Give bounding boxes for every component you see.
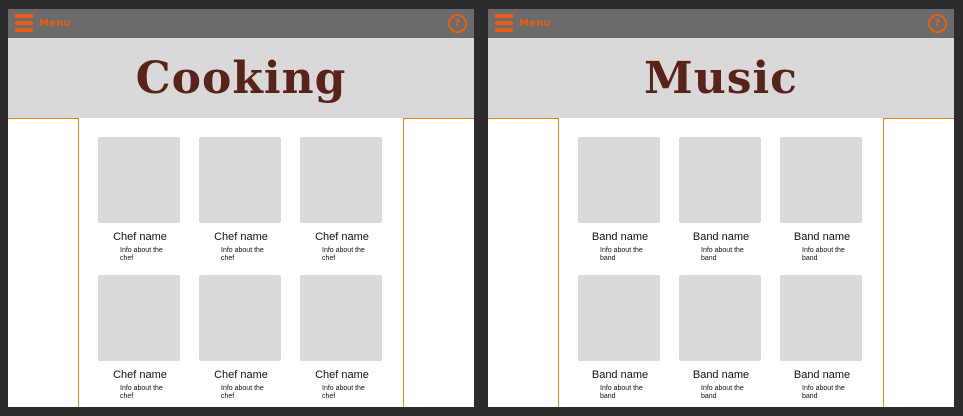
card-name: Chef name: [214, 369, 268, 381]
card-name: Band name: [793, 369, 851, 381]
photo-placeholder: [679, 137, 761, 223]
photo-placeholder: [780, 275, 862, 361]
card-info: Info about the chef: [322, 385, 365, 400]
right-sidebar: [883, 118, 954, 407]
card-name: Band name: [692, 231, 750, 243]
top-bar: [488, 9, 954, 38]
left-sidebar: [488, 118, 559, 407]
card-info: Info about the band: [701, 247, 744, 262]
photo-placeholder: [300, 137, 382, 223]
left-sidebar: [8, 118, 79, 407]
card-info: Info about the chef: [120, 247, 163, 262]
card-name: Chef name: [113, 231, 167, 243]
title-banner: [8, 38, 474, 118]
band-card[interactable]: [679, 275, 763, 401]
card-name: Band name: [591, 369, 649, 381]
card-info: Info about the chef: [221, 247, 264, 262]
photo-placeholder: [98, 137, 180, 223]
chef-card[interactable]: [300, 137, 384, 263]
card-name: Chef name: [315, 231, 369, 243]
menu-label[interactable]: Menu: [39, 18, 71, 29]
photo-placeholder: [199, 137, 281, 223]
card-grid: [560, 119, 882, 407]
photo-placeholder: [300, 275, 382, 361]
band-card[interactable]: [780, 137, 864, 263]
photo-placeholder: [679, 275, 761, 361]
band-card[interactable]: [780, 275, 864, 401]
chef-card[interactable]: [98, 137, 182, 263]
question-mark-icon[interactable]: ?: [928, 14, 947, 33]
card-info: Info about the band: [802, 247, 845, 262]
band-card[interactable]: [578, 275, 662, 401]
chef-card[interactable]: [199, 137, 283, 263]
band-card[interactable]: [578, 137, 662, 263]
cooking-page-frame: [8, 9, 474, 407]
question-mark-icon[interactable]: ?: [448, 14, 467, 33]
photo-placeholder: [199, 275, 281, 361]
card-grid: [80, 119, 402, 407]
card-name: Chef name: [113, 369, 167, 381]
chef-card[interactable]: [98, 275, 182, 401]
band-card[interactable]: [679, 137, 763, 263]
card-info: Info about the band: [600, 385, 643, 400]
menu-label[interactable]: Menu: [519, 18, 551, 29]
card-name: Chef name: [214, 231, 268, 243]
music-page-frame: [488, 9, 954, 407]
hamburger-icon[interactable]: [15, 14, 33, 32]
photo-placeholder: [578, 137, 660, 223]
top-bar: [8, 9, 474, 38]
photo-placeholder: [98, 275, 180, 361]
hamburger-icon[interactable]: [495, 14, 513, 32]
page-title: Cooking: [135, 52, 347, 104]
chef-card[interactable]: [300, 275, 384, 401]
right-sidebar: [403, 118, 474, 407]
card-info: Info about the band: [600, 247, 643, 262]
card-info: Info about the chef: [322, 247, 365, 262]
card-info: Info about the chef: [221, 385, 264, 400]
card-name: Band name: [591, 231, 649, 243]
photo-placeholder: [578, 275, 660, 361]
card-name: Chef name: [315, 369, 369, 381]
card-name: Band name: [793, 231, 851, 243]
card-info: Info about the band: [802, 385, 845, 400]
page-title: Music: [644, 52, 798, 104]
card-name: Band name: [692, 369, 750, 381]
chef-card[interactable]: [199, 275, 283, 401]
photo-placeholder: [780, 137, 862, 223]
card-info: Info about the band: [701, 385, 744, 400]
title-banner: [488, 38, 954, 118]
card-info: Info about the chef: [120, 385, 163, 400]
